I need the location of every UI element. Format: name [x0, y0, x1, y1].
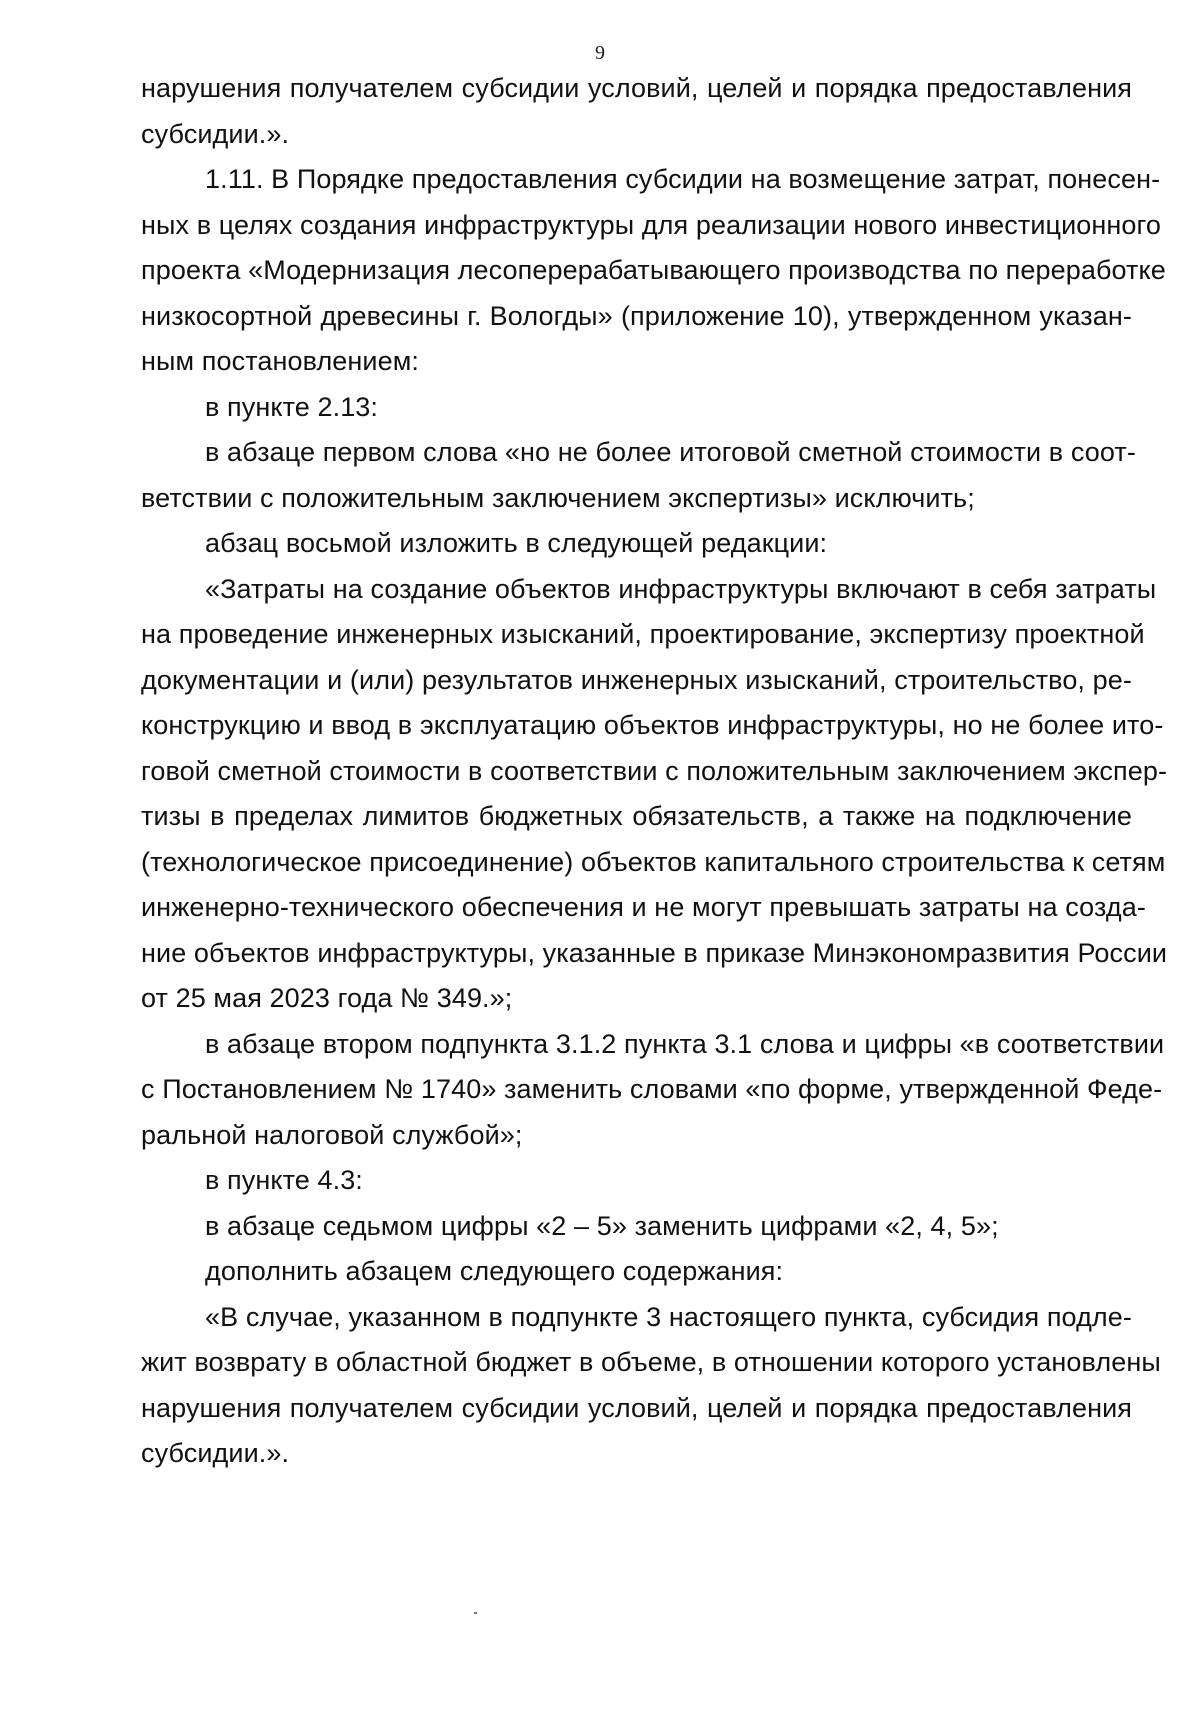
- text-line: ным постановлением:: [141, 346, 419, 376]
- text-line: конструкцию и ввод в эксплуатацию объектов инфраструктуры, но не более ито-: [141, 710, 1164, 740]
- text-line: говой сметной стоимости в соответствии с положительным заключением экспер-: [141, 755, 1168, 786]
- text-line: нарушения получателем субсидии условий, целей и порядка предоставления: [141, 73, 1132, 103]
- text-line: тизы в пределах лимитов бюджетных обязательств, а также на подключение: [141, 801, 1132, 831]
- page-number: 9: [595, 42, 605, 64]
- text-line: в пункте 2.13:: [205, 391, 379, 422]
- text-line: (технологическое присоединение) объектов капитального строительства к сетям: [141, 846, 1166, 877]
- text-line: низкосортной древесины г. Вологды» (приложение 10), утвержденном указан-: [141, 300, 1132, 331]
- text-line: нарушения получателем субсидии условий, целей и порядка предоставления: [141, 1392, 1132, 1423]
- document-body: [141, 66, 1168, 1477]
- text-line: «В случае, указанном в подпункте 3 настоящего пункта, субсидия подле-: [205, 1301, 1132, 1332]
- text-line: ветствии с положительным заключением экспертизы» исключить;: [141, 482, 975, 513]
- text-line: в абзаце втором подпункта 3.1.2 пункта 3.1 слова и цифры «в соответствии: [205, 1028, 1165, 1059]
- text-line: ние объектов инфраструктуры, указанные в приказе Минэкономразвития России: [141, 937, 1168, 968]
- scan-dot: [474, 1612, 477, 1614]
- text-line: инженерно-технического обеспечения и не могут превышать затраты на созда-: [141, 892, 1146, 922]
- text-line: ных в целях создания инфраструктуры для реализации нового инвестиционного: [141, 209, 1161, 240]
- text-line: «Затраты на создание объектов инфраструктуры включают в себя затраты: [205, 573, 1157, 604]
- text-line: документации и (или) результатов инженерных изысканий, строительство, ре-: [141, 664, 1132, 695]
- text-line: с Постановлением № 1740» заменить словами «по форме, утвержденной Феде-: [141, 1074, 1163, 1104]
- text-line: на проведение инженерных изысканий, проектирование, экспертизу проектной: [141, 619, 1145, 649]
- text-line: дополнить абзацем следующего содержания:: [205, 1256, 784, 1286]
- text-line: в абзаце первом слова «но не более итоговой сметной стоимости в соот-: [205, 437, 1136, 467]
- text-line: проекта «Модернизация лесоперерабатывающего производства по переработке: [141, 255, 1166, 285]
- text-line: от 25 мая 2023 года № 349.»;: [141, 983, 513, 1013]
- text-line: субсидии.».: [141, 118, 290, 149]
- text-line: жит возврату в областной бюджет в объеме, в отношении которого установлены: [141, 1347, 1161, 1377]
- text-line: в абзаце седьмом цифры «2 – 5» заменить цифрами «2, 4, 5»;: [205, 1210, 999, 1241]
- text-line: 1.11. В Порядке предоставления субсидии на возмещение затрат, понесен-: [205, 164, 1161, 194]
- text-line: ральной налоговой службой»;: [141, 1119, 523, 1150]
- text-line: субсидии.».: [141, 1438, 290, 1468]
- text-line: в пункте 4.3:: [205, 1165, 363, 1195]
- text-line: абзац восьмой изложить в следующей редакции:: [205, 528, 828, 558]
